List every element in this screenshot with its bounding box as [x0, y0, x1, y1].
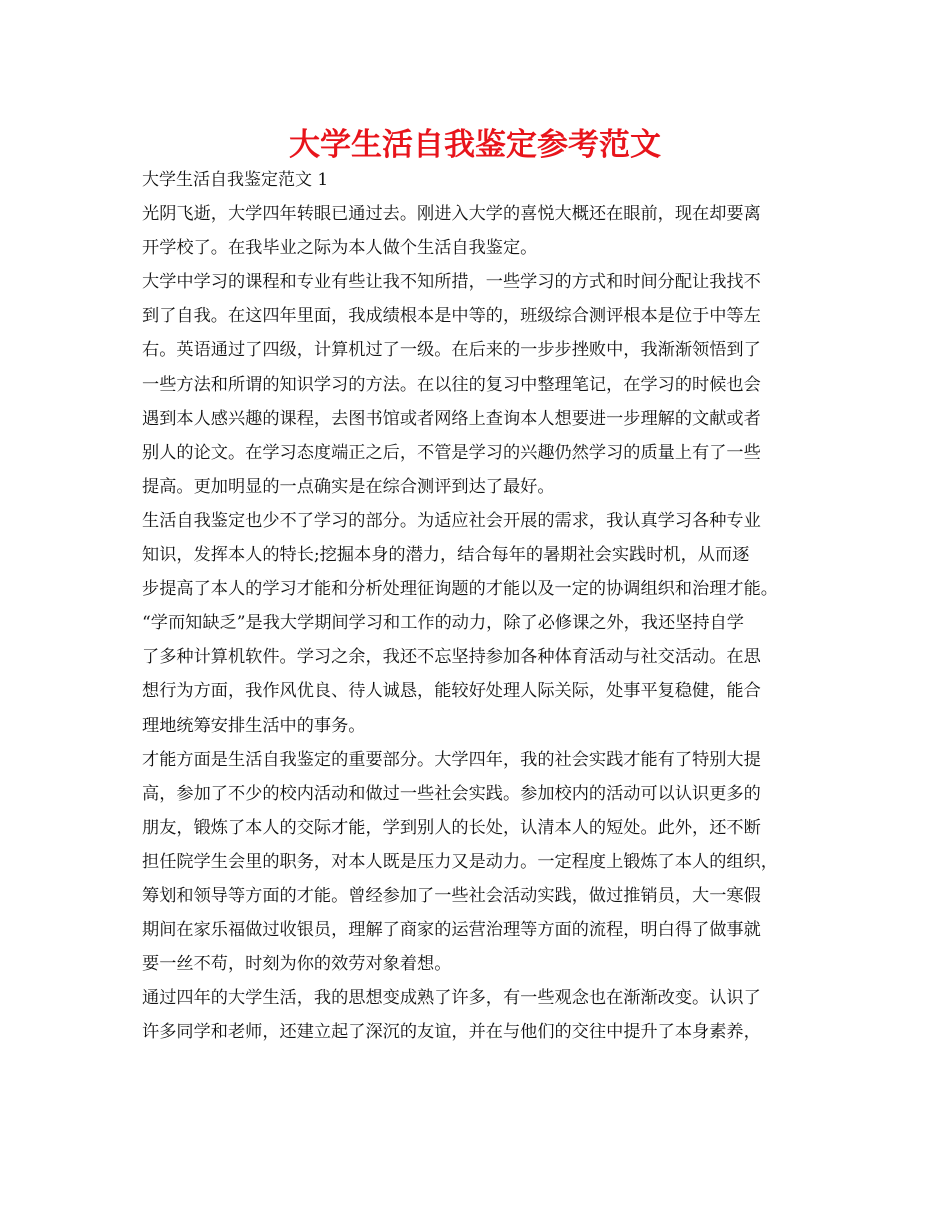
text-line: 到了自我。在这四年里面，我成绩根本是中等的，班级综合测评根本是位于中等左: [142, 306, 761, 327]
text-line: 朋友，锻炼了本人的交际才能，学到别人的长处，认清本人的短处。此外，还不断: [142, 817, 761, 838]
text-line: 别人的论文。在学习态度端正之后，不管是学习的兴趣仍然学习的质量上有了一些: [142, 442, 761, 463]
text-line: 理地统筹安排生活中的事务。: [142, 715, 366, 736]
text-line: 筹划和领导等方面的才能。曾经参加了一些社会活动实践，做过推销员，大一寒假: [142, 886, 761, 906]
text-line: 想行为方面，我作风优良、待人诚恳，能较好处理人际关际，处事平复稳健，能合: [142, 681, 761, 702]
text-line: 光阴飞逝，大学四年转眼已通过去。刚进入大学的喜悦大概还在眼前，现在却要离: [142, 204, 761, 224]
text-line: 大学中学习的课程和专业有些让我不知所措，一些学习的方式和时间分配让我找不: [142, 272, 761, 293]
text-line: 提高。更加明显的一点确实是在综合测评到达了最好。: [142, 476, 555, 497]
text-line: 一些方法和所谓的知识学习的方法。在以往的复习中整理笔记，在学习的时候也会: [142, 374, 761, 395]
text-line: 开学校了。在我毕业之际为本人做个生活自我鉴定。: [142, 238, 538, 259]
text-line: 了多种计算机软件。学习之余，我还不忘坚持参加各种体育活动与社交活动。在思: [142, 647, 761, 668]
section-heading: 大学生活自我鉴定范文 1: [142, 170, 329, 190]
text-line: 通过四年的大学生活，我的思想变成熟了许多，有一些观念也在渐渐改变。认识了: [142, 988, 761, 1009]
text-line: 期间在家乐福做过收银员，理解了商家的运营治理等方面的流程，明白得了做事就: [142, 920, 761, 941]
text-line: 才能方面是生活自我鉴定的重要部分。大学四年，我的社会实践才能有了特别大提: [142, 749, 761, 770]
document-title: 大学生活自我鉴定参考范文: [289, 127, 661, 163]
text-line: 担任院学生会里的职务，对本人既是压力又是动力。一定程度上锻炼了本人的组织，: [142, 851, 778, 872]
text-line: 步提高了本人的学习才能和分析处理征询题的才能以及一定的协调组织和治理才能。: [142, 579, 778, 600]
text-line: 高，参加了不少的校内活动和做过一些社会实践。参加校内的活动可以认识更多的: [142, 783, 761, 804]
text-line: 要一丝不苟，时刻为你的效劳对象着想。: [142, 954, 452, 975]
text-line: 知识，发挥本人的特长;挖掘本身的潜力，结合每年的暑期社会实践时机，从而逐: [142, 545, 750, 565]
text-line: 生活自我鉴定也少不了学习的部分。为适应社会开展的需求，我认真学习各种专业: [142, 510, 761, 531]
text-line: 许多同学和老师，还建立起了深沉的友谊，并在与他们的交往中提升了本身素养，: [142, 1022, 761, 1043]
text-line: 遇到本人感兴趣的课程，去图书馆或者网络上查询本人想要进一步理解的文献或者: [142, 408, 761, 429]
text-line: “学而知缺乏”是我大学期间学习和工作的动力，除了必修课之外，我还坚持自学: [142, 613, 744, 634]
text-line: 右。英语通过了四级，计算机过了一级。在后来的一步步挫败中，我渐渐领悟到了: [142, 340, 761, 361]
